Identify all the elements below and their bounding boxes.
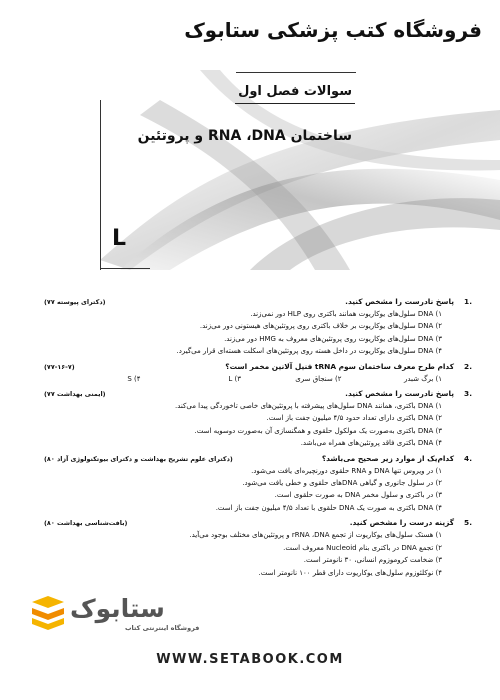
question-text: کدام‌یک از موارد زیر صحیح می‌باشد؟	[321, 453, 454, 463]
subject-title: ساختمان RNA ،DNA و پروتئین	[137, 128, 352, 144]
question-source: (بافت‌شناسی بهداشت ۸۰)	[44, 519, 128, 528]
question-text: پاسخ نادرست را مشخص کنید.	[345, 297, 454, 306]
option: ۳) L	[228, 374, 241, 383]
question-source: (۷۷-۱۶-۷)	[44, 362, 75, 371]
option: ۳) ضخامت کروموزوم انسانی، ۳۰ نانومتر است.	[303, 556, 442, 565]
option: ۱) برگ شبدر	[403, 374, 442, 383]
question-source: (دکترای علوم تشریح بهداشت و دکترای بیوتکنولوژی آزاد ۸۰)	[44, 454, 233, 463]
question-source: (دکترای پیوسته ۷۷)	[44, 298, 106, 306]
book-stack-icon	[30, 596, 66, 636]
option-row	[40, 373, 472, 385]
option: ۱) DNA باکتری، همانند DNA سلول‌های پیشرفته با پروتئین‌های خاصی تاخوردگی پیدا می‌کند.	[175, 402, 442, 411]
question	[40, 296, 472, 358]
banner-frame-bottom	[100, 268, 150, 269]
option: ۲) تجمع DNA در باکتری بنام Nucleoid معروف است.	[283, 543, 442, 552]
question-number: .1	[464, 297, 472, 306]
question-number: .2	[464, 361, 472, 371]
option: ۱) در ویروس تنها DNA و RNA حلقوی دورنچیره‌ای یافت می‌شود.	[251, 466, 442, 475]
banner-frame-left	[100, 100, 101, 270]
question	[40, 453, 472, 515]
option: ۱) هستک سلول‌های یوکاریوت از تجمع rRNA ،DNA و پروتئین‌های مختلف بوجود می‌آید.	[189, 531, 442, 540]
store-title: فروشگاه کتب پزشکی ستابوک	[184, 18, 482, 42]
question-text: گزینه درست را مشخص کنید.	[349, 518, 454, 528]
website-url[interactable]: WWW.SETABOOK.COM	[156, 652, 344, 667]
chapter-banner	[100, 70, 500, 270]
option: ۲) در سلول جانوری و گیاهی DNAهای حلقوی و خطی یافت می‌شود.	[242, 479, 442, 488]
logo-name: ستابوک	[70, 594, 165, 623]
option: ۴) DNA سلول‌های یوکاریوت در داخل هسته روی پروتئین‌های اسکلت هسته‌ای قرار می‌گیرد.	[176, 347, 442, 356]
option: ۲) DNA سلول‌های یوکاریوت بر خلاف باکتری روی پروتئین‌های هیستونی دور می‌زند.	[199, 322, 442, 331]
option: ۳) DNA سلول‌های یوکاریوت روی پروتئین‌های معروف به HMG دور می‌زند.	[224, 334, 442, 343]
option: ۴) S	[127, 374, 141, 383]
logo-tagline: فروشگاه اینترنتی کتاب	[125, 624, 200, 632]
option: ۴) DNA باکتری به صورت یک DNA حلقوی با تعداد ۴/۵ میلیون جفت باز است.	[215, 503, 442, 512]
option: ۳) DNA باکتری به‌صورت یک مولکول حلقوی و همگنسازی آن به‌صورت دوسویه است.	[194, 426, 442, 435]
setabook-logo	[30, 594, 200, 638]
question-number: .5	[464, 518, 472, 528]
option: ۱) DNA سلول‌های یوکاریوت همانند باکتری روی HLP دور نمی‌زند.	[250, 310, 442, 318]
option: ۴) نوکلئوزوم سلول‌های یوکاریوت دارای قطر ۱۰۰ نانومتر است.	[258, 568, 442, 577]
chapter-letter: L	[112, 226, 127, 251]
option: ۲) DNA باکتری دارای تعداد حدود ۴/۵ میلیون جفت باز است.	[266, 414, 442, 423]
banner-frame-top	[236, 72, 356, 73]
question-text: کدام طرح معرف ساختمان سوم tRNA فنیل آلانین مخمر است؟	[225, 361, 454, 371]
option: ۳) در باکتری و سلول مخمر DNA به صورت حلقوی است.	[274, 491, 442, 500]
option: ۲) سنجاق سری	[295, 374, 342, 383]
question	[40, 517, 472, 579]
chapter-title-rule	[235, 103, 355, 104]
question-list	[40, 296, 472, 582]
question	[40, 388, 472, 450]
banner-swirl-graphic	[100, 70, 500, 270]
question-text: پاسخ نادرست را مشخص کنید.	[345, 389, 454, 399]
chapter-title: سوالات فصل اول	[238, 84, 352, 99]
question-source: (ایمنی بهداشت ۷۷)	[44, 390, 106, 399]
question	[40, 361, 472, 385]
question-number: .3	[464, 389, 472, 399]
option: ۴) DNA باکتری فاقد پروتئین‌های همراه می‌باشد.	[300, 439, 442, 448]
question-number: .4	[464, 453, 472, 463]
